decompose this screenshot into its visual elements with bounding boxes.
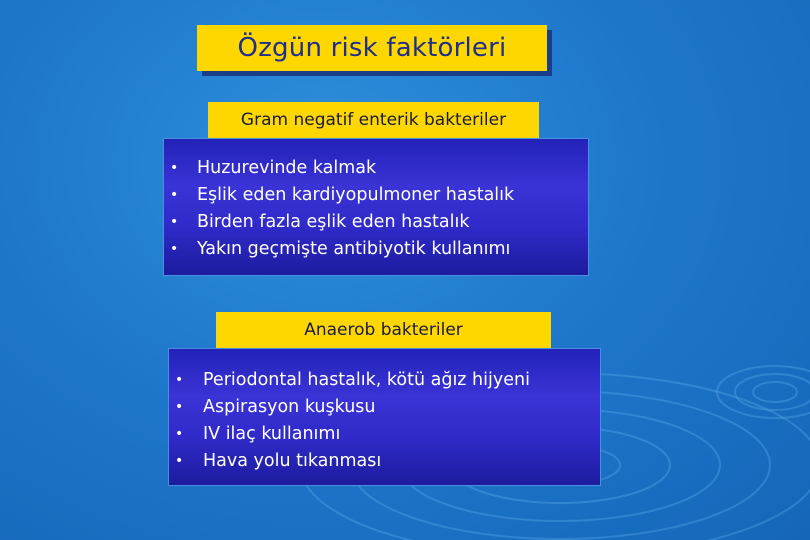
- list-item: [170, 154, 514, 181]
- section-heading-gram-negative: Gram negatif enterik bakteriler: [208, 102, 539, 138]
- bullet-icon: •: [170, 159, 179, 176]
- list-item-text: Eşlik eden kardiyopulmoner hastalık: [197, 184, 515, 205]
- list-item-text: Periodontal hastalık, kötü ağız hijyeni: [203, 369, 530, 390]
- bullet-icon: •: [170, 240, 179, 257]
- list-item: [175, 393, 530, 420]
- list-item: [170, 208, 514, 235]
- risk-list-panel-anaerobic: [168, 348, 601, 486]
- list-item-text: Aspirasyon kuşkusu: [203, 396, 376, 417]
- title-box: [197, 25, 547, 71]
- bullet-icon: •: [170, 213, 179, 230]
- bullet-icon: •: [175, 452, 184, 469]
- list-item-text: Birden fazla eşlik eden hastalık: [197, 211, 470, 232]
- list-item: [175, 420, 530, 447]
- risk-list: [175, 366, 530, 474]
- list-item: [170, 181, 514, 208]
- risk-list-panel-gram-negative: [163, 138, 589, 276]
- bullet-icon: •: [175, 425, 184, 442]
- list-item-text: Yakın geçmişte antibiyotik kullanımı: [197, 238, 511, 259]
- list-item: [170, 235, 514, 262]
- bullet-icon: •: [170, 186, 179, 203]
- list-item: [175, 366, 530, 393]
- list-item-text: Hava yolu tıkanması: [203, 450, 382, 471]
- bullet-icon: •: [175, 398, 184, 415]
- bullet-icon: •: [175, 371, 184, 388]
- risk-list: [170, 154, 514, 262]
- list-item-text: IV ilaç kullanımı: [203, 423, 341, 444]
- section-heading-anaerobic: Anaerob bakteriler: [216, 312, 551, 348]
- list-item: [175, 447, 530, 474]
- list-item-text: Huzurevinde kalmak: [197, 157, 377, 178]
- slide-title: Özgün risk faktörleri: [237, 33, 507, 63]
